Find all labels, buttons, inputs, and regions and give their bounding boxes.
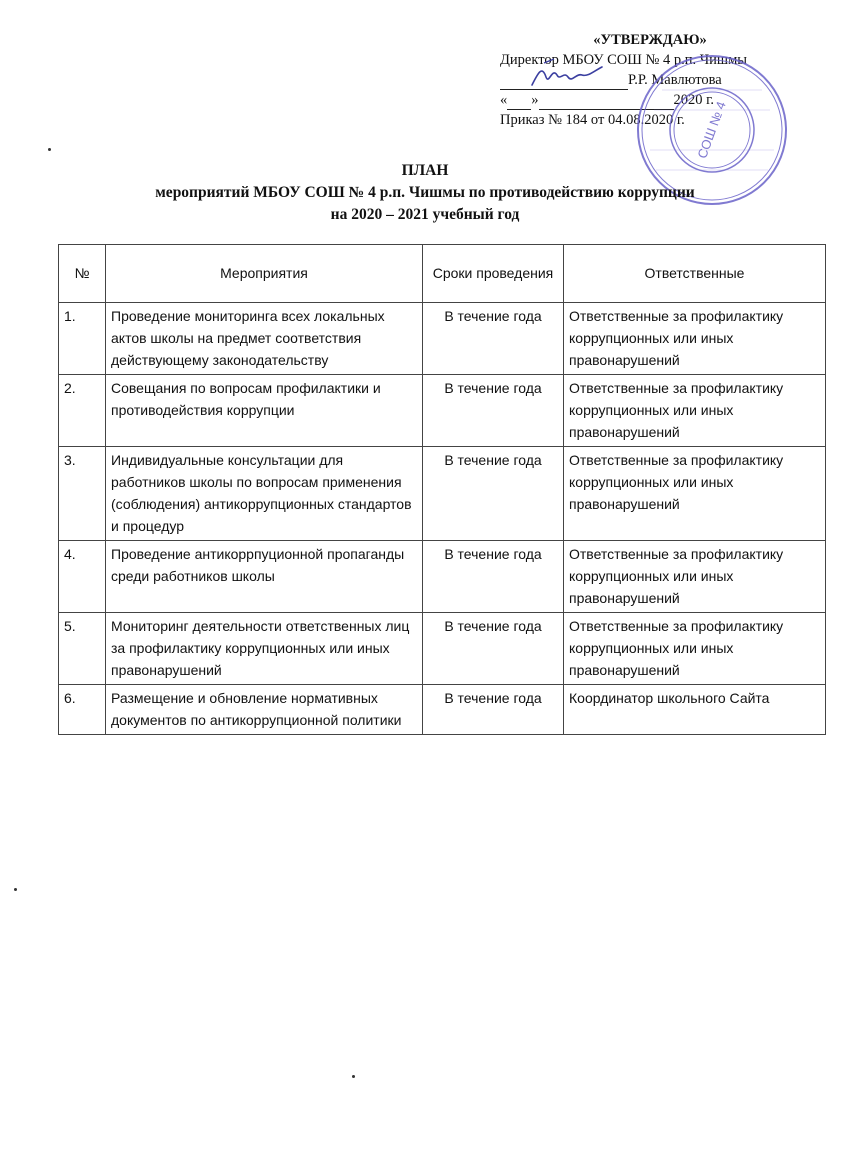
table-row [59,613,826,685]
header-responsible: Ответственные [564,245,826,303]
measures-table [58,244,826,735]
title-year: на 2020 – 2021 учебный год [330,206,520,223]
row-activity: Проведение мониторинга всех локальных актов школы на предмет соответствия действующему законодательству [106,303,423,375]
title-plan: ПЛАН [401,162,449,179]
scan-speck [14,888,17,891]
row-deadline: В течение года [423,613,564,685]
row-activity: Мониторинг деятельности ответственных лиц за профилактику коррупционных или иных правонарушений [106,613,423,685]
approval-position: Директор МБОУ СОШ № 4 р.п. Чишмы [500,52,748,68]
row-number: 6. [59,685,106,735]
header-deadlines: Сроки проведения [423,245,564,303]
table-row [59,303,826,375]
table-row [59,375,826,447]
approval-order: Приказ № 184 от 04.08.2020 г. [500,112,685,128]
scan-speck [352,1075,355,1078]
row-responsible: Ответственные за профилактику коррупционных или иных правонарушений [564,613,826,685]
row-deadline: В течение года [423,303,564,375]
title-subject: мероприятий МБОУ СОШ № 4 р.п. Чишмы по противодействию коррупции [155,184,695,201]
table-row [59,541,826,613]
table-header-row [59,245,826,303]
header-activities: Мероприятия [106,245,423,303]
row-deadline: В течение года [423,447,564,541]
table-row [59,685,826,735]
row-activity: Размещение и обновление нормативных документов по антикоррупционной политики [106,685,423,735]
row-responsible: Ответственные за профилактику коррупционных или иных правонарушений [564,541,826,613]
row-responsible: Координатор школьного Сайта [564,685,826,735]
row-number: 3. [59,447,106,541]
row-responsible: Ответственные за профилактику коррупционных или иных правонарушений [564,447,826,541]
document-title [60,160,790,226]
row-deadline: В течение года [423,685,564,735]
row-number: 1. [59,303,106,375]
date-close-quote: » [531,92,539,108]
row-responsible: Ответственные за профилактику коррупционных или иных правонарушений [564,303,826,375]
director-name: Р.Р. Мавлютова [628,72,722,88]
row-activity: Индивидуальные консультации для работников школы по вопросам применения (соблюдения) антикоррупционных стандартов и процедур [106,447,423,541]
row-deadline: В течение года [423,541,564,613]
row-responsible: Ответственные за профилактику коррупционных или иных правонарушений [564,375,826,447]
header-number: № [59,245,106,303]
row-activity: Проведение антикоррпуционной пропаганды среди работников школы [106,541,423,613]
row-deadline: В течение года [423,375,564,447]
stamp-text: СОШ № 4 [694,99,729,161]
row-number: 4. [59,541,106,613]
approval-heading: «УТВЕРЖДАЮ» [593,32,707,48]
row-number: 2. [59,375,106,447]
table-row [59,447,826,541]
date-open-quote: « [500,92,508,108]
row-number: 5. [59,613,106,685]
row-activity: Совещания по вопросам профилактики и противодействия коррупции [106,375,423,447]
date-year: 2020 г. [673,92,715,108]
scan-speck [48,148,51,151]
director-signature [524,55,614,95]
